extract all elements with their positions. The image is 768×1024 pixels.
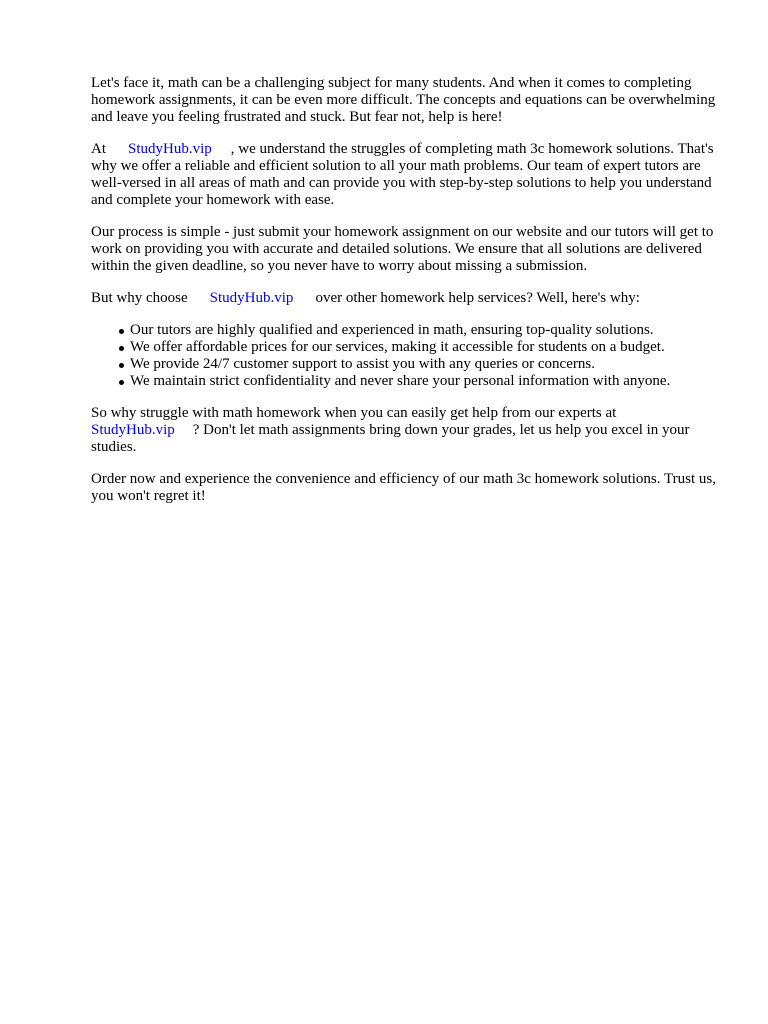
bullet-icon [119,363,124,368]
paragraph-prefix: So why struggle with math homework when you can easily get help from our experts at [91,405,617,421]
list-item [119,339,723,356]
bullet-icon [119,380,124,385]
closing-paragraph: Order now and experience the convenience and efficiency of our math 3c homework solutions. Trust us, you won't regret it! [91,471,716,504]
list-item-text: Our tutors are highly qualified and experienced in math, ensuring top-quality solutions. [130,322,654,338]
list-item-text: We provide 24/7 customer support to assist you with any queries or concerns. [130,356,595,372]
list-item-text: We offer affordable prices for our services, making it accessible for students on a budget. [130,339,665,355]
document-body [91,75,723,520]
list-item-text: We maintain strict confidentiality and never share your personal information with anyone. [130,373,671,389]
list-item [119,356,723,373]
list-item [119,373,723,390]
studyhub-link[interactable]: StudyHub.vip [209,290,294,306]
studyhub-paragraph [91,141,723,209]
bullet-icon [119,329,124,334]
list-item [119,322,723,339]
bullet-icon [119,346,124,351]
cta-paragraph [91,405,723,456]
paragraph-suffix: , we understand the struggles of completing math 3c homework solutions. That's why we offer a reliable and efficient solution to all your math problems. Our team of expert tutors are well-versed in all areas of math and can provide you with step-by-step solutions to help you understand and complete your homework with ease. [91,141,714,208]
studyhub-link[interactable]: StudyHub.vip [91,422,175,438]
paragraph-suffix: over other homework help services? Well, here's why: [315,290,640,306]
benefits-list [91,322,723,390]
paragraph-prefix: But why choose [91,290,188,306]
intro-paragraph: Let's face it, math can be a challenging subject for many students. And when it comes to completing homework assignments, it can be even more difficult. The concepts and equations can be overwhelming and leave you feeling frustrated and stuck. But fear not, help is here! [91,75,716,125]
paragraph-suffix: ? Don't let math assignments bring down your grades, let us help you excel in your studies. [91,422,690,455]
why-choose-paragraph [91,290,723,307]
paragraph-prefix: At [91,141,106,157]
process-paragraph: Our process is simple - just submit your homework assignment on our website and our tutors will get to work on providing you with accurate and detailed solutions. We ensure that all solutions are delivered within the given deadline, so you never have to worry about missing a submission. [91,224,714,274]
studyhub-link[interactable]: StudyHub.vip [128,141,212,157]
